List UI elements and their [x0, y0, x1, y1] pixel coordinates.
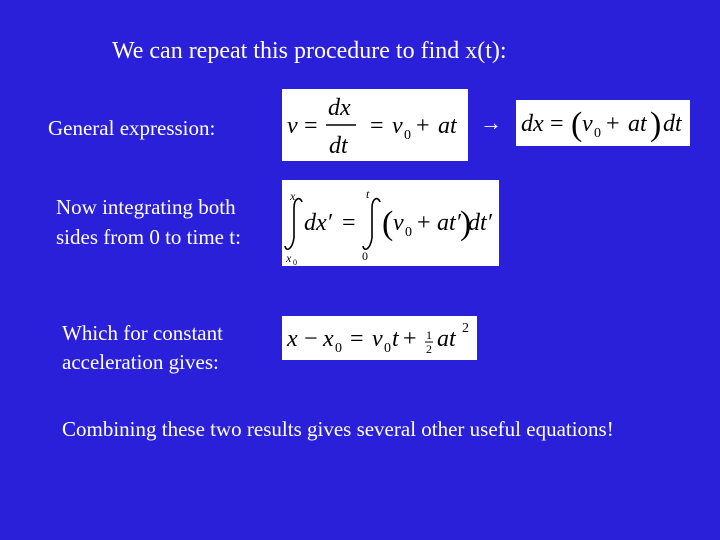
eq1-equals: = [304, 113, 318, 139]
eq4-at: at [437, 326, 456, 352]
equation-general-expression [282, 89, 468, 161]
eq3-paren-open: ( [382, 205, 394, 242]
eq4-x: x [287, 326, 298, 352]
arrow-icon: → [480, 110, 502, 135]
eq1-denominator: dt [329, 133, 348, 159]
eq3-lower-limit-x: x [286, 251, 292, 265]
eq1-at: at [438, 113, 457, 139]
eq4-sub0b: 0 [384, 341, 391, 356]
eq2-at: at [628, 111, 647, 137]
label-general-expression: General expression: [48, 116, 216, 140]
eq1-equals2: = [370, 113, 384, 139]
label-constant-line1: Which for constant [62, 321, 223, 345]
equation-differential [516, 100, 690, 146]
eq3-lower-limit-sub0: 0 [293, 258, 297, 266]
eq3-plus: + [417, 210, 431, 236]
eq3-paren-close: ) [460, 205, 472, 242]
label-integrating-line1: Now integrating both [56, 195, 236, 219]
eq3-sub0: 0 [405, 225, 412, 240]
eq4-equals: = [350, 326, 364, 352]
slide-title: We can repeat this procedure to find x(t): [112, 38, 507, 64]
eq4-x0: x [323, 326, 334, 352]
eq3-v0: v [393, 210, 404, 236]
eq2-sub0: 0 [594, 126, 601, 141]
eq2-dt: dt [663, 111, 682, 137]
eq3-dt-prime: dt′ [468, 210, 492, 236]
eq4-sub0: 0 [335, 341, 342, 356]
eq3-at-prime: at′ [437, 210, 461, 236]
eq4-minus: − [304, 326, 318, 352]
eq3-lower-limit-0: 0 [362, 249, 368, 263]
eq4-v0: v [372, 326, 383, 352]
eq3-upper-limit-t: t [366, 187, 370, 201]
label-integrating-line2: sides from 0 to time t: [56, 225, 241, 249]
eq1-plus: + [416, 113, 430, 139]
eq2-v0: v [582, 111, 593, 137]
eq2-dx: dx [521, 111, 544, 137]
eq4-half-denominator: 2 [426, 342, 432, 356]
eq1-v: v [287, 113, 298, 139]
equation-position-result [282, 316, 477, 360]
eq2-paren-open: ( [571, 106, 583, 143]
eq4-sup2: 2 [462, 321, 469, 336]
eq3-equals: = [342, 210, 356, 236]
eq3-dx-prime: dx′ [304, 210, 332, 236]
eq2-paren-close: ) [650, 106, 662, 143]
eq1-v0: v [392, 113, 403, 139]
eq2-plus: + [606, 111, 620, 137]
eq4-plus: + [403, 326, 417, 352]
eq2-equals: = [550, 111, 564, 137]
eq4-t: t [392, 326, 399, 352]
eq3-integral-sign-2 [363, 199, 380, 250]
equation-integral [282, 180, 499, 266]
eq4-half-numerator: 1 [426, 328, 432, 342]
eq1-sub0: 0 [404, 128, 411, 143]
eq3-integral-sign-1 [285, 199, 302, 250]
eq1-numerator: dx [328, 95, 351, 121]
label-constant-line2: acceleration gives: [62, 350, 219, 374]
eq3-upper-limit-x: x [290, 189, 296, 203]
conclusion-text: Combining these two results gives several other useful equations! [62, 417, 614, 441]
